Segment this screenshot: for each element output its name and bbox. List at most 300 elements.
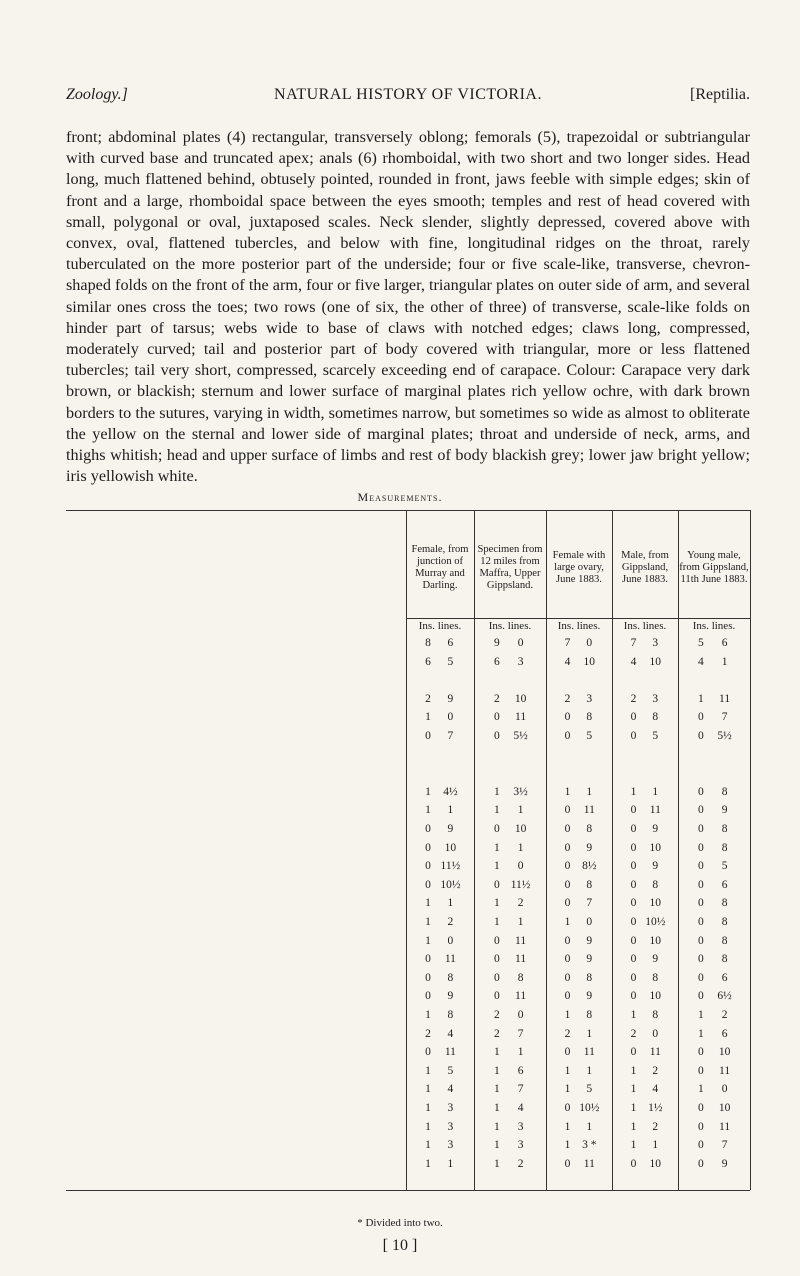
value-inches: 1 — [564, 1064, 571, 1077]
value-lines: 1 — [517, 804, 524, 817]
value-lines: 1½ — [648, 1102, 663, 1114]
value-inches: 2 — [630, 692, 637, 705]
value-lines: 0 — [447, 934, 454, 947]
table-row — [66, 1008, 750, 1023]
value-inches: 1 — [493, 1064, 500, 1077]
value-lines: 8 — [721, 785, 728, 798]
value-inches: 0 — [630, 916, 637, 928]
value-inches: 1 — [630, 1064, 637, 1077]
value-inches: 0 — [697, 823, 704, 835]
value-lines: 6 — [447, 637, 454, 649]
value-lines: 3 — [517, 655, 524, 668]
value-inches: 1 — [564, 1120, 571, 1133]
value-lines: 0 — [517, 860, 524, 873]
value-inches: 1 — [630, 1102, 637, 1114]
value-lines: 2 — [652, 1064, 659, 1077]
value-lines: 5 — [721, 860, 728, 873]
value-inches: 0 — [697, 1139, 704, 1152]
value-inches: 0 — [493, 823, 500, 835]
value-lines: 1 — [517, 916, 524, 928]
value-lines: 0 — [517, 637, 524, 649]
value-inches: 1 — [425, 1157, 431, 1170]
value-lines: 11½ — [440, 860, 461, 873]
value-lines: 1 — [517, 841, 524, 854]
value-lines: 11½ — [510, 878, 531, 891]
value-lines: 1 — [586, 1064, 593, 1077]
value-inches: 1 — [630, 785, 637, 798]
value-inches: 2 — [425, 1027, 431, 1040]
value-lines: 10 — [649, 934, 662, 947]
value-inches: 0 — [630, 1046, 637, 1059]
value-lines: 9 — [652, 823, 659, 835]
column-units: Ins. lines. — [692, 620, 736, 632]
value-lines: 6 — [721, 637, 728, 649]
value-lines: 8 — [586, 971, 593, 984]
value-lines: 9 — [652, 953, 659, 966]
value-inches: 0 — [630, 711, 637, 724]
value-inches: 0 — [493, 971, 500, 984]
value-inches: 0 — [564, 841, 571, 854]
value-inches: 0 — [564, 711, 571, 724]
value-inches: 2 — [493, 1009, 500, 1021]
table-row — [66, 1101, 750, 1116]
value-inches: 0 — [697, 1102, 704, 1114]
value-inches: 0 — [697, 1064, 704, 1077]
value-lines: 9 — [586, 953, 593, 966]
value-lines: 3½ — [513, 785, 528, 798]
table-row — [66, 803, 750, 818]
value-lines: 3 — [652, 637, 659, 649]
value-lines: 5 — [586, 730, 593, 742]
value-lines: 5 — [586, 1083, 593, 1096]
value-lines: 3 * — [582, 1139, 597, 1152]
value-inches: 0 — [493, 934, 500, 947]
value-lines: 7 — [517, 1027, 524, 1040]
value-lines: 11 — [583, 1157, 595, 1170]
value-inches: 0 — [425, 953, 431, 966]
value-inches: 1 — [630, 1120, 637, 1133]
value-lines: 11 — [515, 990, 527, 1003]
header-left: Zoology.] — [66, 86, 128, 103]
value-inches: 1 — [697, 692, 704, 705]
value-lines: 11 — [444, 953, 456, 966]
value-inches: 1 — [493, 1102, 500, 1114]
value-lines: 11 — [515, 711, 527, 724]
value-inches: 0 — [630, 1157, 637, 1170]
value-lines: 7 — [447, 730, 454, 742]
value-inches: 0 — [425, 878, 431, 891]
value-lines: 4 — [517, 1102, 524, 1114]
value-inches: 2 — [564, 692, 571, 705]
value-lines: 6 — [721, 878, 728, 891]
running-header — [66, 86, 750, 110]
table-row — [66, 785, 750, 800]
value-lines: 3 — [652, 692, 659, 705]
value-inches: 0 — [564, 934, 571, 947]
value-inches: 0 — [630, 953, 637, 966]
value-inches: 0 — [564, 804, 571, 817]
value-inches: 0 — [697, 934, 704, 947]
value-lines: 9 — [721, 1157, 728, 1170]
value-inches: 0 — [425, 730, 431, 742]
value-lines: 0 — [517, 1009, 524, 1021]
value-inches: 2 — [493, 1027, 500, 1040]
table-row — [66, 822, 750, 837]
table-row — [66, 673, 750, 688]
value-lines: 8 — [652, 878, 659, 891]
value-inches: 8 — [425, 637, 431, 649]
value-lines: 11 — [719, 1120, 731, 1133]
table-row — [66, 952, 750, 967]
value-inches: 1 — [425, 711, 431, 724]
value-inches: 0 — [564, 823, 571, 835]
value-lines: 11 — [649, 804, 661, 817]
table-row — [66, 1045, 750, 1060]
page-number: [ 10 ] — [382, 1237, 418, 1254]
value-lines: 8 — [447, 1009, 454, 1021]
value-inches: 1 — [493, 785, 500, 798]
table-row — [66, 1082, 750, 1097]
value-lines: 7 — [586, 897, 593, 910]
value-inches: 0 — [564, 860, 571, 873]
value-inches: 0 — [564, 1102, 571, 1114]
value-lines: 2 — [517, 1157, 524, 1170]
value-lines: 11 — [719, 692, 731, 705]
table-row — [66, 748, 750, 763]
value-lines: 11 — [719, 1064, 731, 1077]
value-inches: 0 — [425, 1046, 431, 1059]
value-lines: 8 — [586, 711, 593, 724]
value-lines: 3 — [586, 692, 593, 705]
value-inches: 1 — [493, 897, 500, 910]
column-header: Male, from Gippsland, June 1883. — [621, 550, 669, 585]
value-lines: 10 — [514, 823, 527, 835]
value-inches: 1 — [425, 785, 431, 798]
value-inches: 4 — [564, 655, 571, 668]
value-lines: 2 — [721, 1009, 728, 1021]
value-lines: 1 — [517, 1046, 524, 1059]
value-lines: 2 — [652, 1120, 659, 1133]
table-row — [66, 1157, 750, 1172]
value-lines: 8 — [652, 971, 659, 984]
value-inches: 1 — [697, 1009, 704, 1021]
value-inches: 0 — [425, 841, 431, 854]
value-lines: 6 — [721, 971, 728, 984]
header-bottom-rule — [406, 618, 750, 619]
column-units: Ins. lines. — [623, 620, 667, 632]
value-lines: 10 — [444, 841, 457, 854]
header-right: [Reptilia. — [690, 86, 750, 103]
value-inches: 0 — [630, 730, 637, 742]
value-lines: 1 — [652, 785, 659, 798]
table-row — [66, 729, 750, 744]
value-inches: 0 — [564, 897, 571, 910]
value-inches: 0 — [425, 860, 431, 873]
table-row — [66, 841, 750, 856]
value-inches: 4 — [630, 655, 637, 668]
value-inches: 0 — [630, 990, 637, 1003]
table-row — [66, 859, 750, 874]
value-lines: 11 — [444, 1046, 456, 1059]
value-lines: 5 — [652, 730, 659, 742]
value-inches: 0 — [697, 1046, 704, 1059]
value-lines: 6½ — [717, 990, 732, 1003]
value-lines: 1 — [721, 655, 728, 668]
value-inches: 0 — [630, 897, 637, 910]
value-inches: 0 — [630, 971, 637, 984]
value-lines: 10 — [649, 1157, 662, 1170]
value-inches: 1 — [564, 1009, 571, 1021]
value-lines: 10 — [583, 655, 596, 668]
value-inches: 1 — [425, 1102, 431, 1114]
value-lines: 3 — [517, 1120, 524, 1133]
value-inches: 0 — [493, 878, 500, 891]
column-units: Ins. lines. — [418, 620, 462, 632]
value-inches: 0 — [425, 823, 431, 835]
table-row — [66, 692, 750, 707]
value-inches: 0 — [630, 804, 637, 817]
value-lines: 0 — [586, 637, 593, 649]
value-lines: 4½ — [443, 785, 458, 798]
value-lines: 10½ — [440, 878, 461, 891]
value-inches: 0 — [697, 971, 704, 984]
value-lines: 4 — [447, 1083, 454, 1096]
value-lines: 4 — [652, 1083, 659, 1096]
value-lines: 5½ — [717, 730, 732, 742]
value-lines: 6 — [721, 1027, 728, 1040]
value-inches: 0 — [697, 860, 704, 873]
value-inches: 0 — [425, 971, 431, 984]
table-row — [66, 934, 750, 949]
value-lines: 1 — [586, 1027, 593, 1040]
header-title: NATURAL HISTORY OF VICTORIA. — [274, 86, 542, 103]
table-row — [66, 971, 750, 986]
value-lines: 9 — [586, 934, 593, 947]
table-row — [66, 655, 750, 670]
value-inches: 0 — [425, 990, 431, 1003]
value-inches: 0 — [697, 785, 704, 798]
value-inches: 1 — [493, 1120, 500, 1133]
footnote: * Divided into two. — [357, 1217, 443, 1229]
value-lines: 10½ — [579, 1102, 600, 1114]
value-inches: 1 — [493, 1157, 500, 1170]
value-inches: 0 — [630, 878, 637, 891]
value-lines: 10 — [718, 1102, 731, 1114]
value-lines: 1 — [586, 1120, 593, 1133]
value-inches: 0 — [493, 990, 500, 1003]
value-inches: 0 — [697, 711, 704, 724]
value-inches: 0 — [697, 916, 704, 928]
table-row — [66, 710, 750, 725]
value-lines: 8 — [586, 823, 593, 835]
value-inches: 1 — [425, 1009, 431, 1021]
value-lines: 10 — [649, 897, 662, 910]
value-inches: 1 — [493, 804, 500, 817]
value-lines: 8 — [721, 953, 728, 966]
value-inches: 9 — [493, 637, 500, 649]
value-lines: 9 — [586, 841, 593, 854]
value-lines: 10 — [649, 841, 662, 854]
value-inches: 5 — [697, 637, 704, 649]
value-lines: 9 — [586, 990, 593, 1003]
value-inches: 1 — [493, 1046, 500, 1059]
value-inches: 0 — [630, 934, 637, 947]
value-inches: 0 — [564, 1157, 571, 1170]
value-inches: 0 — [564, 953, 571, 966]
value-inches: 0 — [697, 804, 704, 817]
value-inches: 0 — [697, 730, 704, 742]
value-inches: 1 — [493, 916, 500, 928]
value-lines: 8 — [652, 711, 659, 724]
table-top-rule — [66, 510, 750, 511]
value-inches: 1 — [425, 1064, 431, 1077]
value-inches: 0 — [697, 841, 704, 854]
table-row — [66, 915, 750, 930]
value-lines: 8 — [652, 1009, 659, 1021]
value-lines: 1 — [652, 1139, 659, 1152]
column-header: Female with large ovary, June 1883. — [552, 550, 606, 585]
value-lines: 3 — [447, 1120, 454, 1133]
value-inches: 0 — [493, 711, 500, 724]
value-lines: 3 — [447, 1139, 454, 1152]
column-units: Ins. lines. — [488, 620, 532, 632]
value-lines: 6 — [517, 1064, 524, 1077]
value-lines: 9 — [652, 860, 659, 873]
value-inches: 1 — [425, 934, 431, 947]
value-inches: 1 — [630, 1139, 637, 1152]
value-lines: 9 — [447, 692, 454, 705]
value-lines: 3 — [517, 1139, 524, 1152]
value-lines: 1 — [447, 804, 454, 817]
table-row — [66, 1027, 750, 1042]
value-inches: 2 — [493, 692, 500, 705]
value-lines: 2 — [517, 897, 524, 910]
column-units: Ins. lines. — [557, 620, 601, 632]
value-lines: 8 — [721, 916, 728, 928]
table-row — [66, 766, 750, 781]
value-lines: 7 — [721, 1139, 728, 1152]
value-lines: 5 — [447, 1064, 454, 1077]
value-inches: 1 — [630, 1083, 637, 1096]
table-row — [66, 989, 750, 1004]
column-header: Young male, from Gippsland, 11th June 1883. — [679, 550, 749, 585]
value-lines: 8 — [721, 841, 728, 854]
value-inches: 2 — [425, 692, 431, 705]
column-header: Specimen from 12 miles from Maffra, Upper Gippsland. — [477, 544, 543, 591]
value-lines: 3 — [447, 1102, 454, 1114]
table-row — [66, 1064, 750, 1079]
value-lines: 9 — [447, 990, 454, 1003]
value-inches: 0 — [564, 878, 571, 891]
value-inches: 0 — [564, 730, 571, 742]
value-inches: 1 — [630, 1009, 637, 1021]
value-inches: 0 — [493, 730, 500, 742]
value-lines: 8 — [586, 1009, 593, 1021]
value-inches: 0 — [564, 971, 571, 984]
table-row — [66, 878, 750, 893]
value-lines: 1 — [447, 897, 454, 910]
value-inches: 0 — [697, 897, 704, 910]
value-inches: 1 — [425, 897, 431, 910]
value-inches: 0 — [630, 823, 637, 835]
column-header: Female, from junction of Murray and Darling. — [411, 544, 469, 591]
value-lines: 11 — [515, 953, 527, 966]
value-lines: 9 — [721, 804, 728, 817]
value-lines: 8 — [721, 823, 728, 835]
value-inches: 7 — [564, 637, 571, 649]
value-inches: 1 — [493, 1139, 500, 1152]
value-inches: 0 — [697, 990, 704, 1003]
value-inches: 1 — [564, 785, 571, 798]
value-inches: 6 — [425, 655, 431, 668]
value-lines: 5½ — [513, 730, 528, 742]
value-lines: 0 — [447, 711, 454, 724]
value-inches: 1 — [425, 804, 431, 817]
section-title: Measurements. — [357, 490, 443, 504]
value-inches: 0 — [564, 1046, 571, 1059]
value-lines: 10 — [649, 990, 662, 1003]
value-lines: 1 — [447, 1157, 454, 1170]
value-inches: 0 — [697, 1120, 704, 1133]
value-inches: 4 — [697, 655, 704, 668]
table-row — [66, 896, 750, 911]
value-lines: 0 — [652, 1027, 659, 1040]
value-lines: 2 — [447, 916, 454, 928]
value-lines: 8 — [447, 971, 454, 984]
table-row — [66, 636, 750, 651]
value-inches: 0 — [697, 878, 704, 891]
table-row — [66, 1120, 750, 1135]
value-lines: 8 — [586, 878, 593, 891]
value-inches: 0 — [630, 841, 637, 854]
value-inches: 0 — [630, 860, 637, 873]
value-lines: 11 — [515, 934, 527, 947]
value-lines: 0 — [586, 916, 593, 928]
column-rule — [750, 510, 751, 1190]
value-inches: 1 — [564, 916, 571, 928]
table-bottom-rule — [66, 1190, 750, 1191]
value-lines: 11 — [583, 804, 595, 817]
description-paragraph: front; abdominal plates (4) rectangular, transversely oblong; femorals (5), trapezoidal or subtriangular with curved base and truncated apex; anals (6) rhomboidal, with two short and two longer sides. Head long, much flattened behind, obtusely pointed, rounded in front, jaws feeble with simple edges; skin of front and a large, rhomboidal space between the eyes smooth; temples and rest of head covered with small, polygonal or oval, juxtaposed scales. Neck slender, slightly depressed, covered above with convex, oval, flattened tubercles, and below with fine, longitudinal ridges on the throat, rarely tuberculated on the more posterior part of the underside; four or five scale-like, transverse, chevron-shaped folds on the front of the arm, four or five larger, triangular plates on outer side of arm, and several similar ones cross the toes; two rows (one of six, the other of three) of transverse, scale-like folds on hinder part of tarsus; webs wide to base of claws with notched edges; claws long, compressed, moderately curved; tail and posterior part of body covered with triangular, more or less flattened tubercles; tail very short, compressed, scarcely exceeding end of carapace. Colour: Carapace very dark brown, or blackish; sternum and lower surface of marginal plates rich yellow ochre, with dark brown borders to the sutures, varying in width, sometimes narrow, but sometimes so wide as almost to obliterate the yellow on the sternal and lower side of marginal plates; throat and underside of neck, arms, and thighs whitish; head and upper surface of limbs and rest of body blackish grey; lower jaw bright yellow; iris yellowish white. — [66, 128, 750, 486]
value-inches: 1 — [697, 1027, 704, 1040]
value-inches: 1 — [425, 916, 431, 928]
value-lines: 11 — [649, 1046, 661, 1059]
value-inches: 6 — [493, 655, 500, 668]
value-lines: 10 — [649, 655, 662, 668]
value-inches: 0 — [564, 990, 571, 1003]
value-lines: 10½ — [645, 916, 666, 928]
value-inches: 0 — [493, 953, 500, 966]
value-lines: 0 — [721, 1083, 728, 1096]
value-inches: 1 — [564, 1083, 571, 1096]
value-inches: 1 — [697, 1083, 704, 1096]
value-inches: 1 — [493, 860, 500, 873]
value-lines: 7 — [721, 711, 728, 724]
value-inches: 1 — [425, 1139, 431, 1152]
value-inches: 1 — [493, 1083, 500, 1096]
value-inches: 2 — [564, 1027, 571, 1040]
value-inches: 1 — [425, 1083, 431, 1096]
value-lines: 1 — [586, 785, 593, 798]
value-lines: 7 — [517, 1083, 524, 1096]
value-lines: 10 — [514, 692, 527, 705]
value-inches: 1 — [425, 1120, 431, 1133]
value-lines: 5 — [447, 655, 454, 668]
value-lines: 9 — [447, 823, 454, 835]
value-inches: 0 — [697, 953, 704, 966]
value-lines: 11 — [583, 1046, 595, 1059]
table-row — [66, 1138, 750, 1153]
